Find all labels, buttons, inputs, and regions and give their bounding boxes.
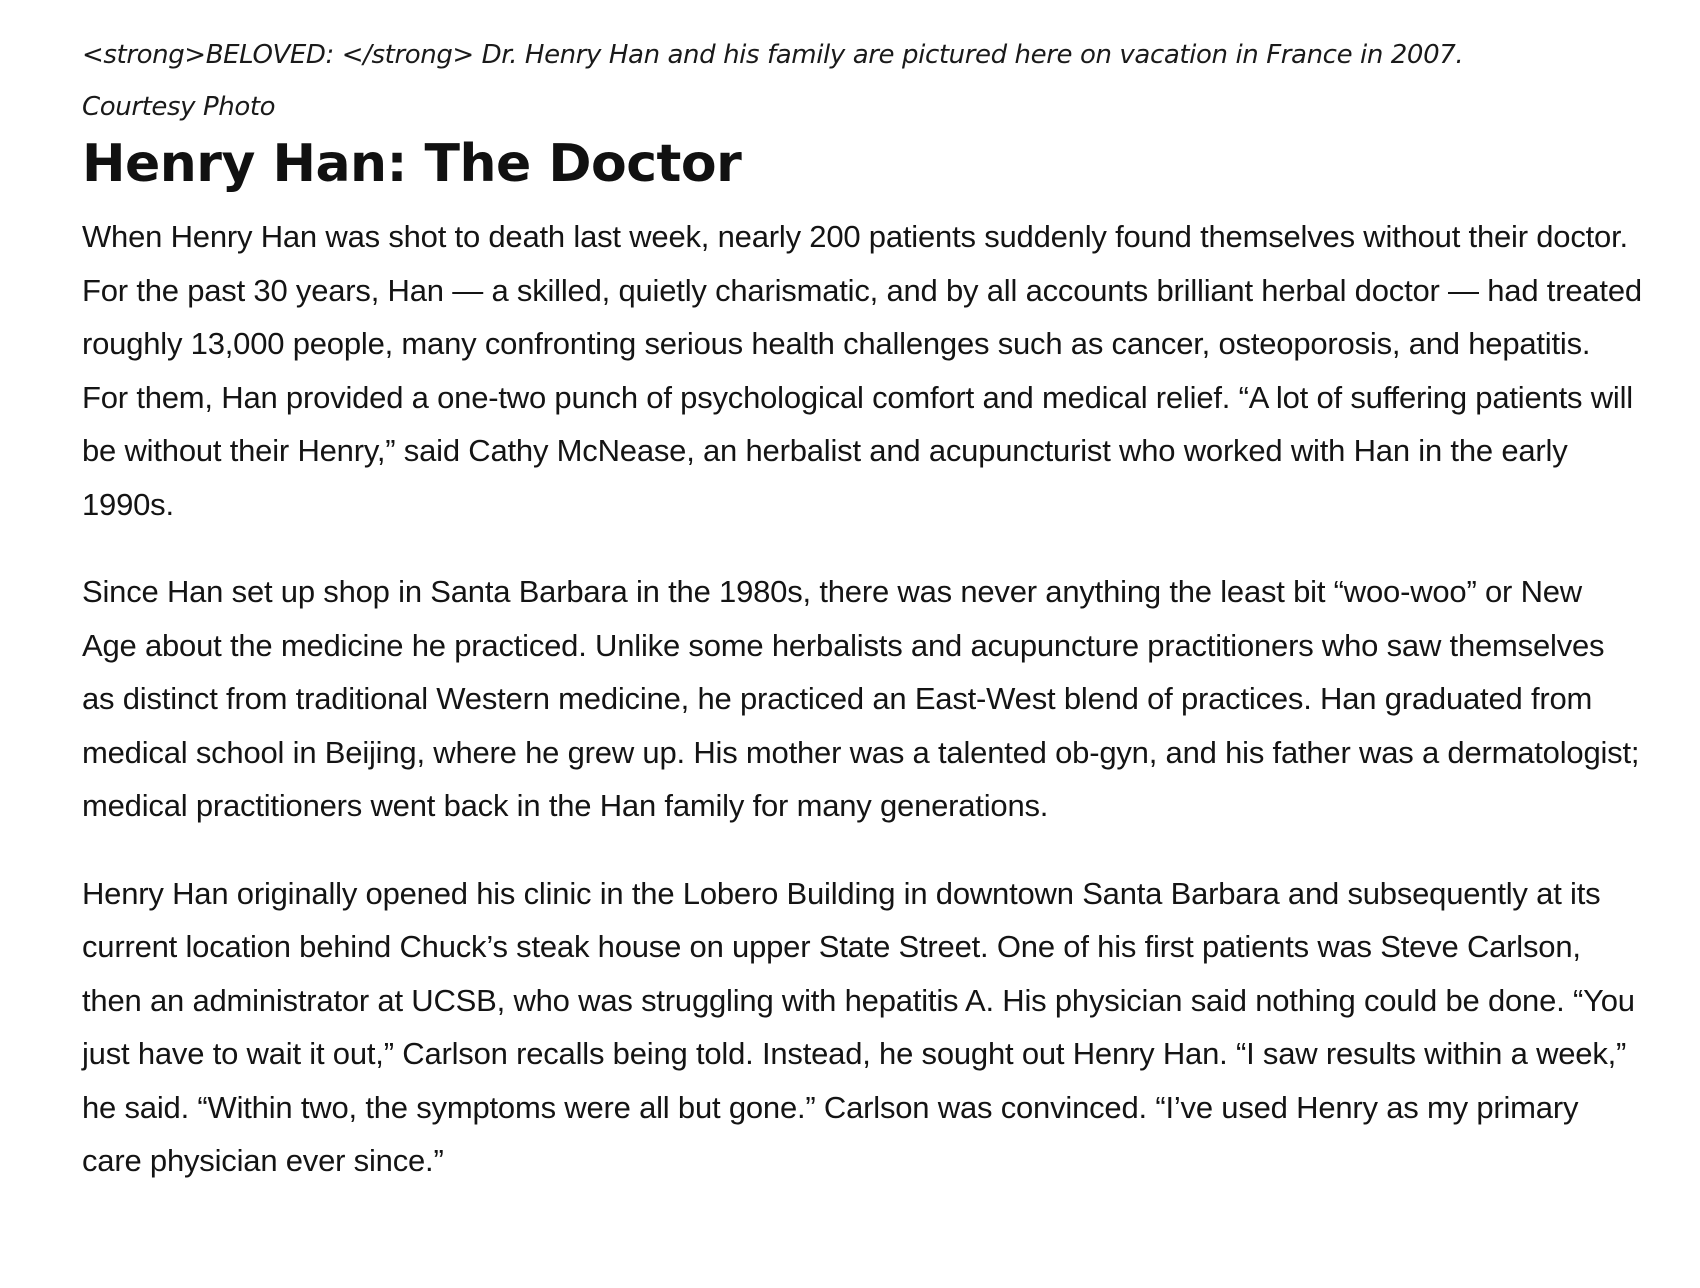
- photo-credit: Courtesy Photo: [82, 92, 276, 122]
- article-paragraph: Since Han set up shop in Santa Barbara in the 1980s, there was never anything the least bit “woo-woo” or New Age about the medicine he practiced. Unlike some herbalists and acupuncture practitioners who saw themselves as distinct from traditional Western medicine, he practiced an East-West blend of practices. Han graduated from medical school in Beijing, where he grew up. His mother was a talented ob-gyn, and his father was a dermatologist; medical practitioners went back in the Han family for many generations.: [82, 574, 1640, 823]
- photo-caption: <strong>BELOVED: </strong> Dr. Henry Han and his family are pictured here on vacation in France in 2007.: [82, 40, 1464, 70]
- article-headline: Henry Han: The Doctor: [82, 134, 742, 194]
- article-page: [82, 38, 1642, 1222]
- article-paragraph: When Henry Han was shot to death last week, nearly 200 patients suddenly found themselves without their doctor. For the past 30 years, Han — a skilled, quietly charismatic, and by all accounts brilliant herbal doctor — had treated roughly 13,000 people, many confronting serious health challenges such as cancer, osteoporosis, and hepatitis. For them, Han provided a one-two punch of psychological comfort and medical relief. “A lot of suffering patients will be without their Henry,” said Cathy McNease, an herbalist and acupuncturist who worked with Han in the early 1990s.: [82, 219, 1642, 522]
- article-paragraph: Henry Han originally opened his clinic in the Lobero Building in downtown Santa Barbara and subsequently at its current location behind Chuck’s steak house on upper State Street. One of his first patients was Steve Carlson, then an administrator at UCSB, who was struggling with hepatitis A. His physician said nothing could be done. “You just have to wait it out,” Carlson recalls being told. Instead, he sought out Henry Han. “I saw results within a week,” he said. “Within two, the symptoms were all but gone.” Carlson was convinced. “I’ve used Henry as my primary care physician ever since.”: [82, 875, 1635, 1178]
